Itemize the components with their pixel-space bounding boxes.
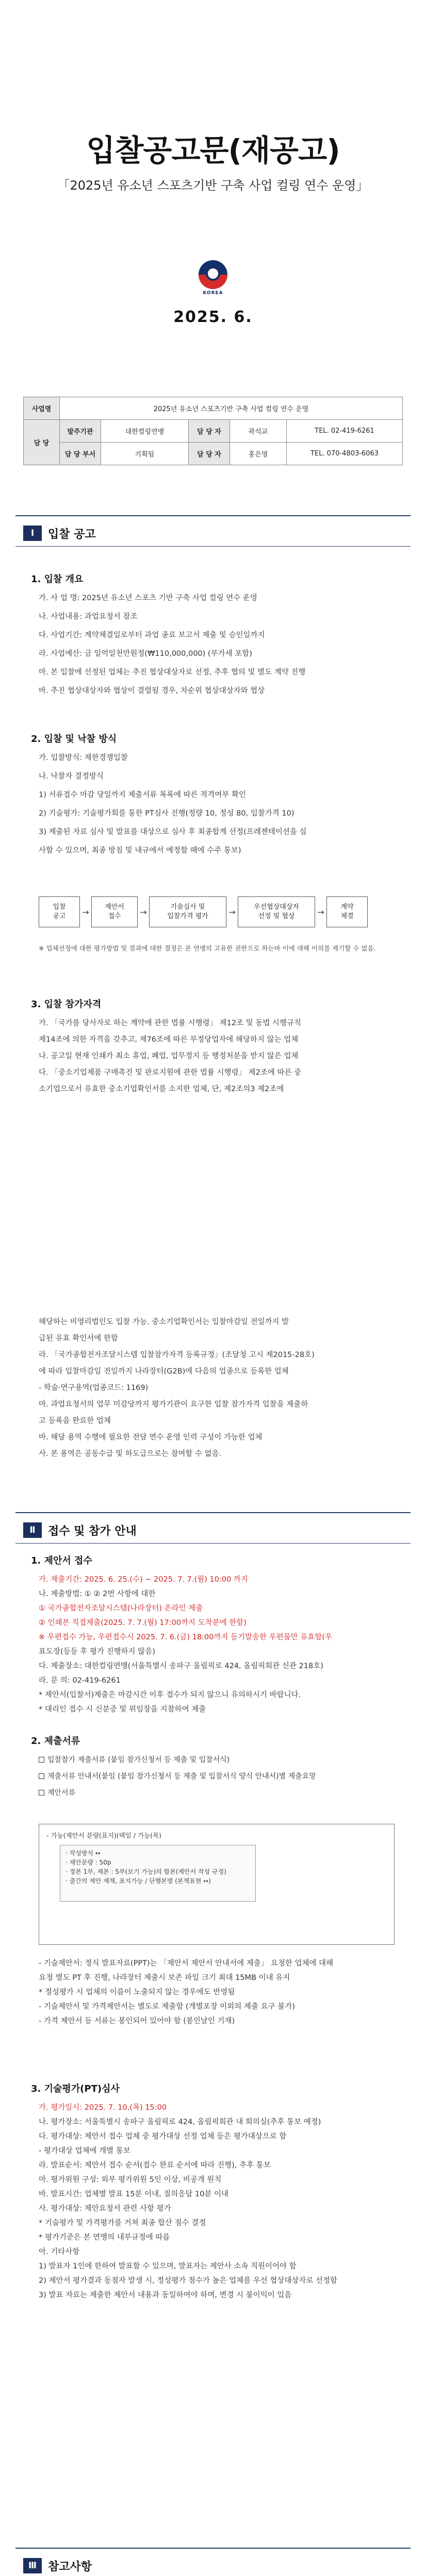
spec-box-title: - 가능(제안서 분량(표지)(택일 / 가능(목) (46, 1832, 161, 1839)
curling-stone-icon (199, 260, 227, 289)
eligibility-line: 다. 「중소기업제품 구매촉진 및 판로지원에 관한 법률 시행령」 제2조에 따른 중 (39, 1069, 302, 1077)
selection-note: ※ 업체선정에 대한 평가방법 및 결과에 대한 결정은 본 연맹의 고유한 권한으로 하는바 이에 대해 이의를 제기할 수 없음. (39, 944, 376, 952)
subsection-title: 1. 입찰 개요 (31, 574, 84, 585)
pt-line: - 평가대상 업체에 개별 통보 (39, 2147, 130, 2155)
overview-line: 나. 사업내용: 과업요청서 참조 (39, 613, 138, 621)
section-3-header (23, 2558, 92, 2573)
doc-note-line: * 정성평가 시 업체의 이름이 노출되지 않는 경우에도 반영됨 (39, 1988, 235, 1996)
subsection-title: 3. 기술평가(PT)심사 (31, 2083, 120, 2094)
eligibility-line: 에 따라 입찰마감일 전일까지 나라장터(G2B)에 다음의 업종으로 등록한 업체 (39, 1367, 289, 1376)
project-info-table (23, 397, 403, 465)
eligibility-line: 급된 유효 확인서에 한함 (39, 1334, 118, 1343)
checklist-item (39, 1754, 230, 1765)
doc-note-line: 요청 별도 PT 후 진행, 나라장터 제출시 보존 파일 크기 최대 15MB 이내 유지 (39, 1974, 290, 1982)
announcement-date: 2025. 6. (173, 308, 253, 326)
pt-line: 2) 제안서 평가결과 동점자 발생 시, 정성평가 점수가 높은 업체를 우선 협상대상자로 선정함 (39, 2277, 338, 2285)
method-line: 1) 서류접수 마감 당일까지 제출서류 목록에 따른 적격여부 확인 (39, 791, 246, 799)
method-line: 나. 낙찰자 결정방식 (39, 772, 104, 781)
doc-note-line: - 기술제안서 및 가격제안서는 별도로 제출함 (개별포장 이외의 제출 요구 불가) (39, 2003, 295, 2011)
pt-line: 3) 발표 자료는 제출한 제안서 내용과 동일하여야 하며, 변경 시 불이익이 있음 (39, 2291, 292, 2299)
doc-note-line: - 기술제안서: 정식 발표자료(PPT)는 「제안서 제안서 안내서에 제출」 요청한 업체에 대해 (39, 1959, 334, 1968)
arrow-right-icon: → (82, 907, 89, 917)
section-divider (15, 2548, 411, 2549)
section-number: Ⅱ (23, 1522, 42, 1538)
page-subtitle: 「2025년 유소년 스포츠기반 구축 사업 컬링 연수 운영」 (57, 178, 369, 193)
tel-2: TEL. 070-4803-6063 (287, 443, 403, 465)
overview-line: 라. 사업예산: 금 일억일천만원정(₩110,000,000) (부가세 포함) (39, 650, 252, 658)
eligibility-line: 마. 과업요청서의 업무 미감당까지 평가기관이 요구한 입찰 참가자격 입찰을 제출하 (39, 1400, 308, 1409)
flow-step: 입찰 공고 (39, 896, 80, 927)
overview-line: 가. 사 업 명: 2025년 유소년 스포츠 기반 구축 사업 컬링 연수 운영 (39, 594, 257, 602)
section-number: Ⅰ (23, 526, 42, 541)
submission-line: * 제안서(입찰서)제출은 마감시간 이후 접수가 되지 않으니 유의하시기 바랍니다. (39, 1691, 301, 1699)
spec-line: · 정본 1부, 제본 : 5부(보기 가능)의 합본(제안서 작성 규정) (65, 1868, 226, 1875)
arrow-right-icon: → (317, 907, 324, 917)
flow-step: 제안서 접수 (91, 896, 138, 927)
eligibility-line: 제14조에 의한 자격을 갖추고, 제76조에 따른 부정당업자에 해당하지 않는 업체 (39, 1036, 299, 1044)
checklist-label: 제출서류 안내서(붙임 (붙임 참가신청서 등 제출 및 입찰서식 양식 안내서)별 제출요망 (47, 1772, 316, 1781)
pt-line: 나. 평가장소: 서울특별시 송파구 올림픽로 424, 올림픽회관 내 회의실(추후 통보 예정) (39, 2118, 321, 2126)
eligibility-line: 바. 해당 용역 수행에 필요한 전담 연수 운영 인력 구성이 가능한 업체 (39, 1433, 263, 1442)
pt-line: * 평가기준은 본 연맹의 내부규정에 따름 (39, 2233, 170, 2242)
submission-line: ※ 우편접수 가능, 우편접수시 2025. 7. 6.(금) 18:00까지 등기발송한 우편물만 유효함(우 (39, 1633, 332, 1641)
section-title: 입찰 공고 (48, 528, 96, 541)
subsection-title: 1. 제안서 접수 (31, 1555, 92, 1566)
method-line: 3) 제출된 자료 심사 및 발표를 대상으로 심사 후 최종합계 선정(프레젠테이션을 심 (39, 828, 307, 836)
section-divider (15, 1512, 411, 1513)
submission-line: * 대리인 접수 시 신분증 및 위임장을 지참하여 제출 (39, 1705, 206, 1714)
overview-line: 바. 추진 협상대상자와 협상이 결렬될 경우, 차순위 협상대상자와 협상 (39, 687, 265, 695)
pt-line: 1) 발표자 1인에 한하여 발표할 수 있으며, 발표자는 제안사 소속 직원이어야 함 (39, 2262, 297, 2270)
pt-line: 사. 평가대상: 제안요청서 관련 사항 평가 (39, 2205, 171, 2213)
checklist-item (39, 1787, 75, 1798)
pt-line: 라. 발표순서: 제안서 접수 순서(접수 완료 순서에 따라 진행), 추후 통보 (39, 2161, 271, 2170)
contact-label: 담 당 (24, 420, 60, 465)
subsection-title: 2. 입찰 및 낙찰 방식 (31, 734, 117, 744)
proposal-spec-box (39, 1824, 395, 1945)
method-line: 사할 수 있으며, 최종 방침 및 내규에서 예정할 때에 수주 통보) (39, 846, 241, 855)
pt-line: * 기술평가 및 가격평가를 거쳐 최종 합산 점수 결정 (39, 2219, 206, 2227)
pt-line: 아. 기타사항 (39, 2248, 80, 2256)
method-line: 2) 기술평가: 기술평가회를 통한 PT심사 진행(정량 10, 정성 80, 입찰가격 10) (39, 809, 294, 818)
logo-text: KOREA (203, 291, 223, 296)
flow-step: 계약 체결 (326, 896, 368, 927)
overview-line: 마. 본 입찰에 선정된 업체는 추진 협상대상자로 선정, 추후 협의 및 별도 계약 진행 (39, 668, 306, 676)
eligibility-line: 나. 공고일 현재 인쇄가 최소 휴업, 폐업, 업무정지 등 행정처분을 받지 않은 업체 (39, 1052, 299, 1060)
subsection-title: 2. 제출서류 (31, 1736, 80, 1747)
checkbox-icon (39, 1757, 44, 1762)
section-divider (15, 546, 411, 547)
dept2-label: 담 당 부서 (60, 443, 101, 465)
checklist-label: 제안서류 (47, 1789, 76, 1797)
section-divider (15, 1543, 411, 1544)
eligibility-line: 라. 「국가종합전자조달시스템 입찰참가자격 등록규정」(조달청 고시 제2015-28호) (39, 1351, 315, 1359)
manager-label: 담 당 자 (189, 420, 230, 443)
pt-line: 다. 평가대상: 제안서 접수 업체 중 평가대상 선정 업체 등은 평가대상으로 함 (39, 2132, 287, 2141)
dept2-value: 기획팀 (101, 443, 189, 465)
selection-flow (39, 894, 389, 930)
section-title: 참고사항 (48, 2560, 92, 2573)
pt-line: 가. 평가일시: 2025. 7. 10.(목) 15:00 (39, 2104, 167, 2112)
eligibility-line: - 학술·연구용역(업종코드: 1169) (39, 1384, 149, 1392)
submission-line: 표도장(등등 후 평가 진행하지 않음) (39, 1648, 155, 1656)
submission-line: 가. 제출기간: 2025. 6. 25.(수) ~ 2025. 7. 7.(월) 10:00 까지 (39, 1575, 248, 1584)
eligibility-line: 가. 「국가를 당사자로 하는 계약에 관한 법률 시행령」 제12조 및 동법 시행규칙 (39, 1019, 301, 1027)
project-label: 사업명 (24, 397, 60, 420)
spec-box-inner (60, 1845, 256, 1902)
flow-step: 우선협상대상자 선정 및 협상 (238, 896, 315, 927)
submission-line: 나. 제출방법: ① ② 2번 사항에 대한 (39, 1590, 156, 1598)
section-number: Ⅲ (23, 2558, 42, 2573)
flow-step: 기술심사 및 입찰가격 평가 (149, 896, 226, 927)
checklist-item (39, 1771, 316, 1781)
submission-line: 라. 문 의: 02-419-6261 (39, 1676, 121, 1685)
project-value: 2025년 유소년 스포츠기반 구축 사업 컬링 연수 운영 (60, 397, 403, 420)
spec-line: · 제안분량 : 50p (65, 1859, 111, 1866)
subsection-title: 3. 입찰 참가자격 (31, 999, 102, 1010)
method-line: 가. 입찰방식: 제한경쟁입찰 (39, 754, 128, 762)
section-divider (15, 515, 411, 516)
eligibility-line: 고 등록을 완료한 업체 (39, 1417, 111, 1425)
submission-line: ② 인쇄본 직접제출(2025. 7. 7.(월) 17:00까지 도착분에 한함) (39, 1619, 247, 1627)
manager2-label: 담 당 자 (189, 443, 230, 465)
checklist-label: 입찰참가 제출서류 (붙임 참가신청서 등 제출 및 입찰서식) (47, 1756, 230, 1764)
dept-value: 대한컬링연맹 (101, 420, 189, 443)
tel-1: TEL. 02-419-6261 (287, 420, 403, 443)
submission-line: ① 국가종합전자조달시스템(나라장터) 온라인 제출 (39, 1604, 203, 1613)
manager2-value: 홍은영 (230, 443, 287, 465)
federation-logo (198, 260, 228, 297)
dept-label: 발주기관 (60, 420, 101, 443)
overview-line: 다. 사업기간: 계약체결일로부터 과업 종료 보고서 제출 및 승인일까지 (39, 631, 265, 639)
manager-value: 곽석교 (230, 420, 287, 443)
doc-note-line: - 가격 제안서 등 서류는 봉인되어 있어야 함 (봉인날인 기재) (39, 2017, 235, 2025)
spec-line: · 작성방식 ↔ (65, 1850, 101, 1857)
checkbox-icon (39, 1790, 44, 1795)
spec-line: · 출간의 제안 제책, 표지가능 / 단행본별 (본책표현 ↔) (65, 1877, 211, 1885)
pt-line: 바. 발표시간: 업체별 발표 15분 이내, 질의응답 10분 이내 (39, 2190, 229, 2198)
submission-line: 다. 제출장소: 대한컬링연맹(서울특별시 송파구 올림픽로 424, 올림픽회관 신관 218호) (39, 1662, 323, 1670)
pt-line: 마. 평가위원 구성: 외부 평가위원 5인 이상, 비공개 원칙 (39, 2176, 222, 2184)
page-title: 입찰공고문(재공고) (86, 133, 340, 168)
arrow-right-icon: → (228, 907, 236, 917)
eligibility-line: 사. 본 용역은 공동수급 및 하도급으로는 참여할 수 없음. (39, 1450, 222, 1458)
checkbox-icon (39, 1773, 44, 1779)
section-title: 접수 및 참가 안내 (48, 1524, 137, 1538)
eligibility-line: 해당하는 비영리법인도 입찰 가능. 중소기업확인서는 입찰마감일 전일까지 발 (39, 1318, 289, 1326)
arrow-right-icon: → (140, 907, 147, 917)
section-1-header (23, 526, 96, 541)
eligibility-line: 소기업으로서 유효한 중소기업확인서를 소지한 업체, 단, 제2조의3 제2조에 (39, 1085, 284, 1093)
section-2-header (23, 1522, 137, 1538)
